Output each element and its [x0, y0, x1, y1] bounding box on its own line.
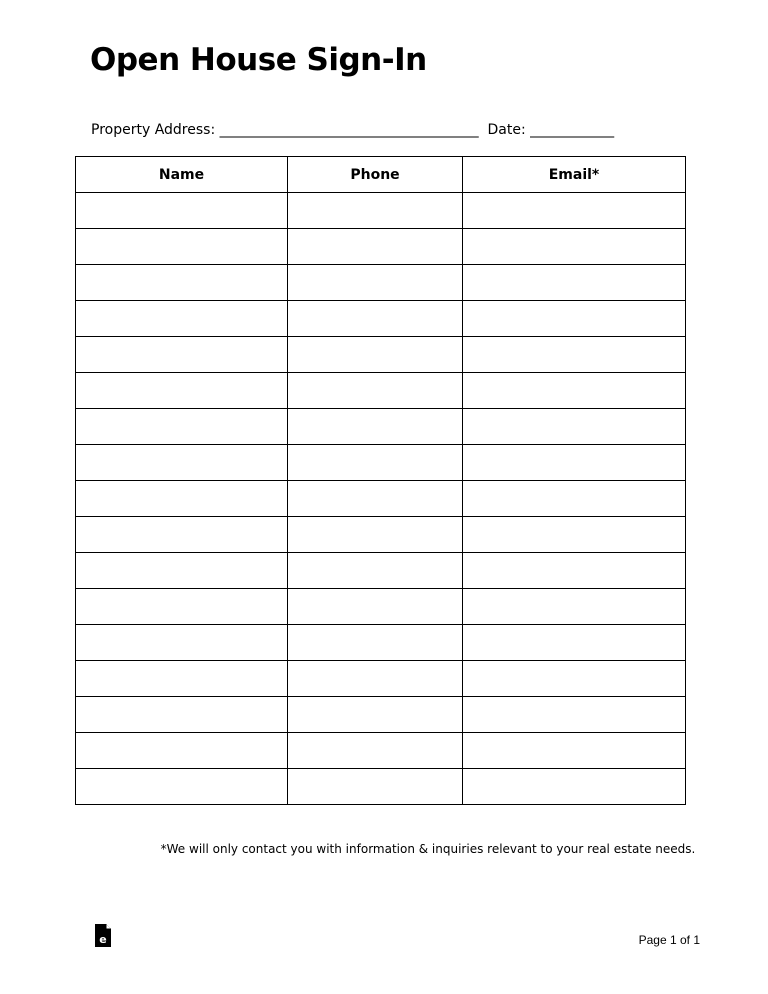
- name-cell[interactable]: [76, 445, 288, 481]
- email-cell[interactable]: [463, 301, 686, 337]
- phone-cell[interactable]: [288, 265, 463, 301]
- table-row: [76, 697, 686, 733]
- document-title: Open House Sign-In: [90, 42, 427, 78]
- property-info-line: [91, 120, 614, 140]
- name-cell[interactable]: [76, 265, 288, 301]
- email-cell[interactable]: [463, 697, 686, 733]
- email-cell[interactable]: [463, 517, 686, 553]
- email-cell[interactable]: [463, 229, 686, 265]
- name-cell[interactable]: [76, 625, 288, 661]
- table-row: [76, 445, 686, 481]
- email-cell[interactable]: [463, 265, 686, 301]
- eforms-document-icon: [94, 924, 112, 948]
- phone-cell[interactable]: [288, 697, 463, 733]
- email-cell[interactable]: [463, 589, 686, 625]
- name-cell[interactable]: [76, 373, 288, 409]
- sign-in-table: [75, 156, 686, 805]
- table-row: [76, 661, 686, 697]
- table-row: [76, 553, 686, 589]
- email-cell[interactable]: [463, 661, 686, 697]
- email-cell[interactable]: [463, 553, 686, 589]
- phone-cell[interactable]: [288, 193, 463, 229]
- table-row: [76, 193, 686, 229]
- email-cell[interactable]: [463, 193, 686, 229]
- name-cell[interactable]: [76, 193, 288, 229]
- phone-cell[interactable]: [288, 373, 463, 409]
- date-field[interactable]: Date: ____________: [487, 122, 615, 138]
- column-header-phone: Phone: [288, 157, 463, 193]
- page-number: Page 1 of 1: [638, 933, 700, 947]
- name-cell[interactable]: [76, 229, 288, 265]
- column-header-name: Name: [76, 157, 288, 193]
- email-cell[interactable]: [463, 445, 686, 481]
- email-cell[interactable]: [463, 337, 686, 373]
- name-cell[interactable]: [76, 517, 288, 553]
- phone-cell[interactable]: [288, 409, 463, 445]
- phone-cell[interactable]: [288, 229, 463, 265]
- column-header-email: Email*: [463, 157, 686, 193]
- table-row: [76, 733, 686, 769]
- table-row: [76, 229, 686, 265]
- phone-cell[interactable]: [288, 589, 463, 625]
- name-cell[interactable]: [76, 733, 288, 769]
- property-address-field[interactable]: Property Address: _____________________________________: [91, 122, 479, 138]
- table-row: [76, 301, 686, 337]
- table-row: [76, 337, 686, 373]
- table-row: [76, 265, 686, 301]
- table-row: [76, 769, 686, 805]
- table-row: [76, 373, 686, 409]
- privacy-footnote: *We will only contact you with information & inquiries relevant to your real estate needs.: [160, 842, 696, 856]
- phone-cell[interactable]: [288, 733, 463, 769]
- email-cell[interactable]: [463, 373, 686, 409]
- email-cell[interactable]: [463, 733, 686, 769]
- email-cell[interactable]: [463, 769, 686, 805]
- sign-in-rows: [76, 193, 686, 805]
- phone-cell[interactable]: [288, 625, 463, 661]
- phone-cell[interactable]: [288, 337, 463, 373]
- name-cell[interactable]: [76, 553, 288, 589]
- name-cell[interactable]: [76, 697, 288, 733]
- phone-cell[interactable]: [288, 553, 463, 589]
- email-cell[interactable]: [463, 625, 686, 661]
- email-cell[interactable]: [463, 409, 686, 445]
- phone-cell[interactable]: [288, 301, 463, 337]
- phone-cell[interactable]: [288, 517, 463, 553]
- phone-cell[interactable]: [288, 445, 463, 481]
- name-cell[interactable]: [76, 661, 288, 697]
- name-cell[interactable]: [76, 301, 288, 337]
- phone-cell[interactable]: [288, 769, 463, 805]
- table-row: [76, 625, 686, 661]
- name-cell[interactable]: [76, 769, 288, 805]
- name-cell[interactable]: [76, 589, 288, 625]
- name-cell[interactable]: [76, 481, 288, 517]
- name-cell[interactable]: [76, 337, 288, 373]
- name-cell[interactable]: [76, 409, 288, 445]
- table-row: [76, 589, 686, 625]
- table-row: [76, 481, 686, 517]
- phone-cell[interactable]: [288, 481, 463, 517]
- table-header-row: [76, 157, 686, 193]
- email-cell[interactable]: [463, 481, 686, 517]
- svg-text:e: e: [99, 933, 107, 946]
- table-row: [76, 517, 686, 553]
- table-row: [76, 409, 686, 445]
- phone-cell[interactable]: [288, 661, 463, 697]
